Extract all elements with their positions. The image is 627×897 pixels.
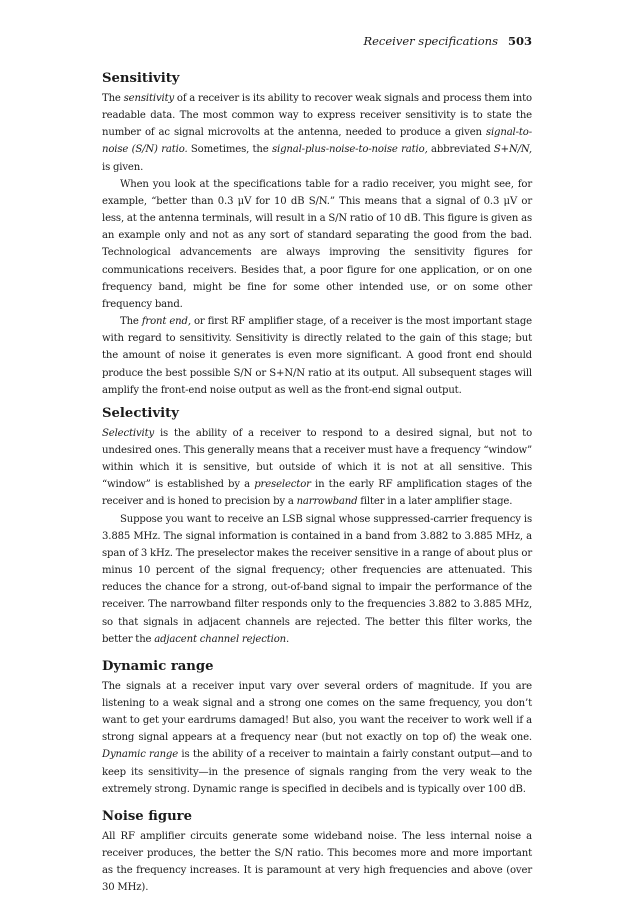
book-page — [102, 32, 532, 897]
paragraph: Selectivity is the ability of a receiver to respond to a desired signal, but not to undesired ones. This generally means that a receiver must have a frequency “window” within which it is sensitive, but outside of which it is not at all sensitive. This “window” is established by a preselector in the early RF amplification stages of the receiver and is honed to precision by a narrowband filter in a later amplifier stage. — [102, 427, 533, 508]
term-selectivity: Selectivity — [102, 427, 155, 439]
paragraph: The signals at a receiver input vary over several orders of magnitude. If you are listening to a weak signal and a strong one comes on the same frequency, you don’t want to get your eardrums damaged! But also, you want the receiver to work well if a strong signal appears at a frequency near (but not exactly on top of) the weak one. Dynamic range is the ability of a receiver to maintain a fairly constant output—and to keep its sensitivity—in the presence of signals ranging from the very weak to the extremely strong. Dynamic range is specified in decibels and is typically over 100 dB. — [102, 680, 533, 795]
paragraph: All RF amplifier circuits generate some wideband noise. The less internal noise a receiver produces, the better the S/N ratio. This becomes more and more important as the frequency increases. It is paramount at very high frequencies and above (over 30 MHz). — [102, 830, 532, 894]
term-dynamic-range: Dynamic range — [102, 749, 179, 761]
paragraph: The front end, or first RF amplifier stage, of a receiver is the most important stage with regard to sensitivity. Sensitivity is directly related to the gain of this stage; but the amount of noise it generates is even more significant. A good front end should produce the best possible S/N or S+N/N ratio at its output. All subsequent stages will amplify the front-end noise output as well as the front-end signal output. — [102, 316, 532, 396]
term-adjacent-channel-rejection: adjacent channel rejection. — [154, 633, 290, 645]
section-heading-dynamic-range: Dynamic range — [102, 658, 214, 674]
term-sensitivity: sensitivity — [123, 93, 175, 104]
term-signal-to-noise: signal-to-noise (S/N) ratio. — [102, 127, 532, 156]
paragraph: When you look at the specifications table for a radio receiver, you might see, for example, “better than 0.3 μV for 10 dB S/N.” This means that a signal of 0.3 μV or less, at the antenna terminals, will result in a S/N ratio of 10 dB. This figure is given as an example only and not as any sort of standard separating the good from the bad. Technological advancements are always improving the sensitivity figures for communications receivers. Besides that, a poor figure for one application, or on one frequency band, might be fine for some other intended use, or on some other frequency band. — [102, 178, 532, 310]
term-signal-plus-noise: signal-plus-noise-to-noise ratio, — [271, 144, 428, 156]
paragraph: The sensitivity of a receiver is its ability to recover weak signals and process them into readable data. The most common way to express receiver sensitivity is to state the number of ac signal microvolts at the antenna, needed to produce a given signal-to-noise (S/N) ratio. Sometimes, the signal-plus-noise-to-noise ratio, abbreviated S+N/N, is given. — [102, 93, 532, 173]
paragraph: Suppose you want to receive an LSB signal whose suppressed-carrier frequency is 3.885 MHz. The signal information is contained in a band from 3.882 to 3.885 MHz, a span of 3 kHz. The preselector makes the receiver sensitive in a range of about plus or minus 10 percent of the signal frequency; other frequencies are attenuated. This reduces the chance for a strong, out-of-band signal to impair the performance of the receiver. The narrowband filter responds only to the frequencies 3.882 to 3.885 MHz, so that signals in adjacent channels are rejected. The better this filter works, the better the adjacent channel rejection. — [102, 513, 532, 645]
term-preselector: preselector — [254, 479, 311, 491]
running-head-title: Receiver specifications — [363, 34, 498, 48]
term-narrowband: narrowband — [296, 496, 358, 508]
section-heading-selectivity: Selectivity — [102, 405, 179, 421]
section-heading-noise-figure: Noise figure — [102, 808, 193, 824]
term-front-end: front end, — [141, 316, 191, 328]
section-heading-sensitivity: Sensitivity — [102, 71, 180, 86]
running-head — [102, 32, 532, 50]
page-number: 503 — [507, 34, 532, 48]
term-snn: S+N/N, — [493, 144, 532, 156]
